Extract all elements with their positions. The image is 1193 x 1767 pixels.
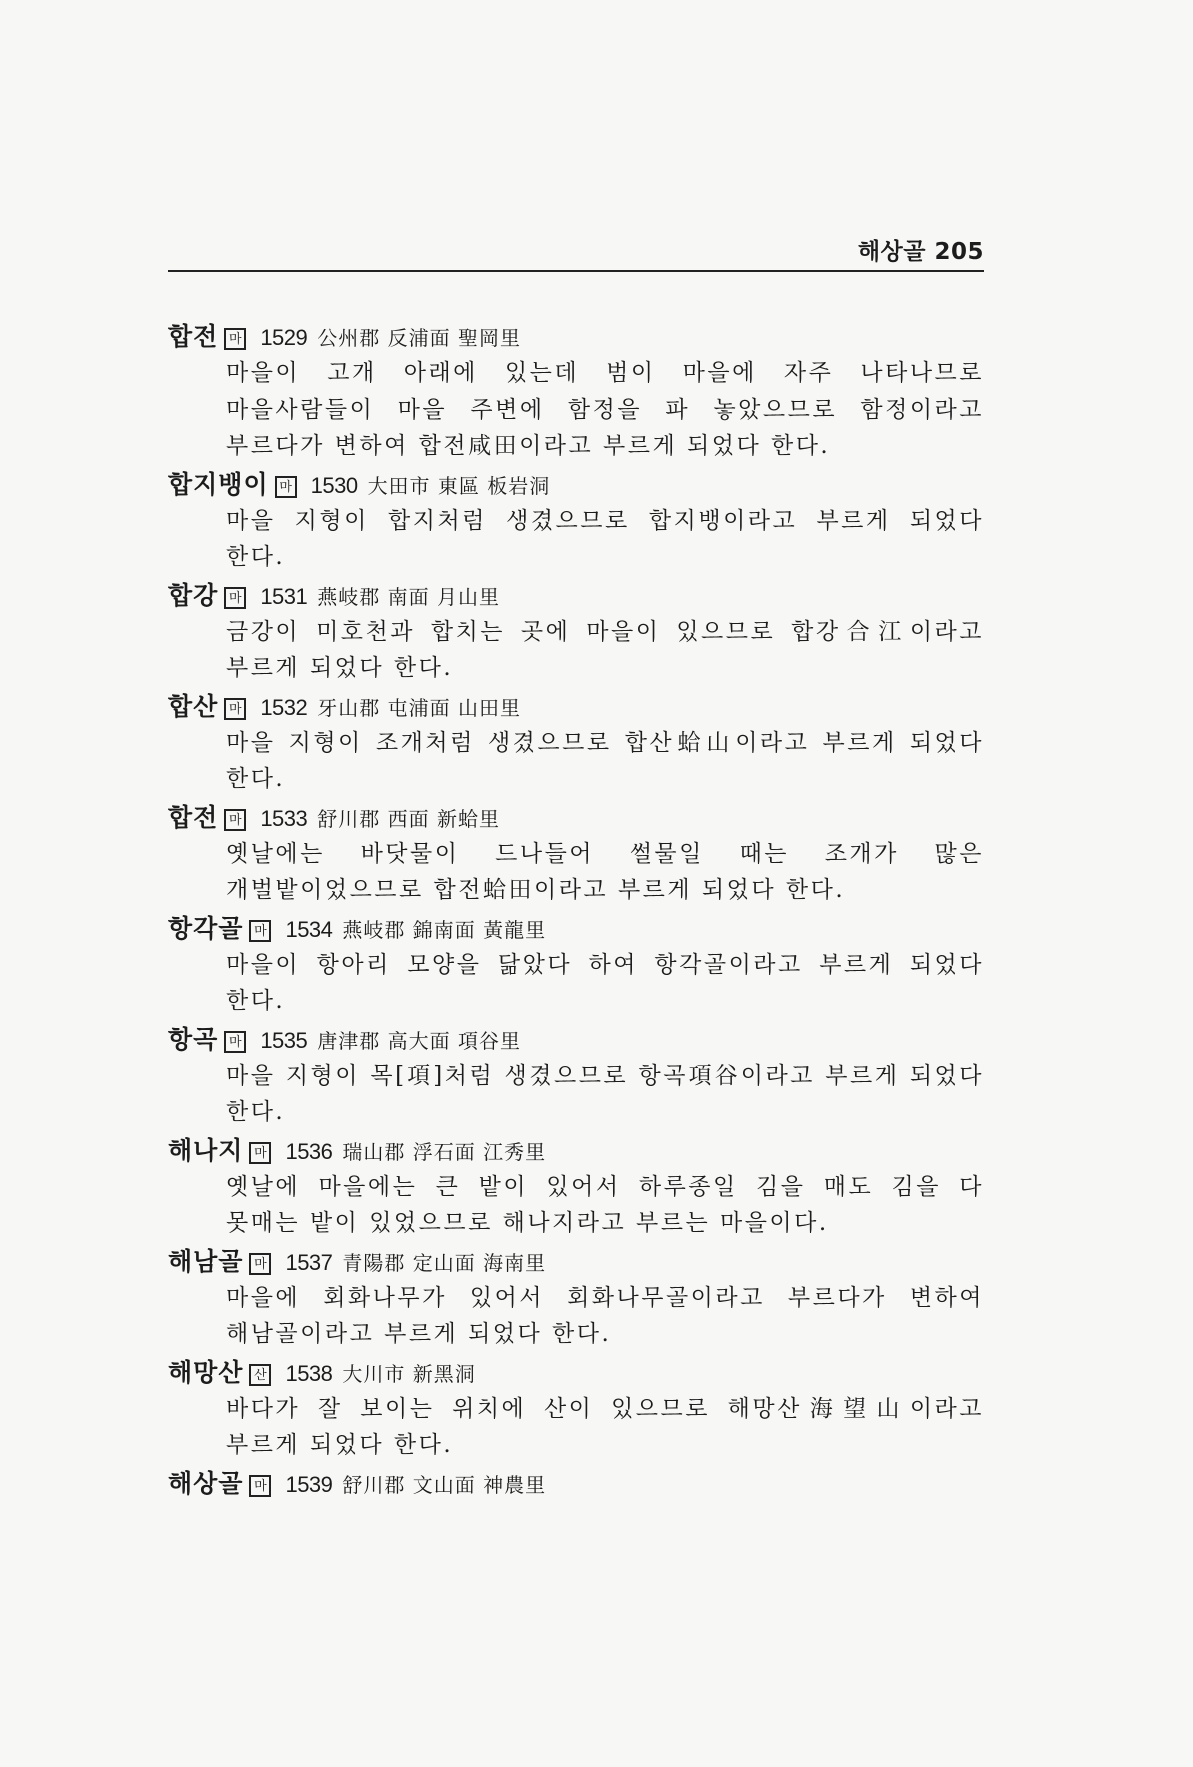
entry-location: 燕岐郡 錦南面 黃龍里 xyxy=(342,917,547,942)
entry-text: 마을 지형이 목[項]처럼 생겼으므로 항곡項谷이라고 부르게 되었다 한다. xyxy=(226,1062,984,1125)
entry-location: 大田市 東區 板岩洞 xyxy=(367,473,551,498)
entry-location: 牙山郡 屯浦面 山田里 xyxy=(317,695,521,720)
entry-number: 1539 xyxy=(285,1471,333,1497)
entry-number: 1535 xyxy=(260,1027,308,1053)
entry xyxy=(168,1243,984,1353)
entry xyxy=(168,1354,984,1464)
entry-number: 1531 xyxy=(260,583,308,609)
entry-location: 唐津郡 高大面 項谷里 xyxy=(317,1028,521,1053)
category-tag: 마 xyxy=(249,1142,271,1164)
entry-head xyxy=(168,1132,984,1169)
entry-text: 마을 지형이 합지처럼 생겼으므로 합지뱅이라고 부르게 되었다 한다. xyxy=(226,507,984,570)
entry-head xyxy=(168,1021,984,1058)
entry-location: 燕岐郡 南面 月山里 xyxy=(317,584,500,609)
headword: 합전 xyxy=(168,322,219,351)
entry-head xyxy=(168,1465,984,1502)
category-tag: 마 xyxy=(224,328,246,350)
page-number: 205 xyxy=(934,239,984,265)
category-tag: 마 xyxy=(224,698,246,720)
entry-location: 青陽郡 定山面 海南里 xyxy=(342,1250,547,1275)
entry-location: 大川市 新黑洞 xyxy=(342,1361,476,1386)
entry-head xyxy=(168,688,984,725)
headword: 합강 xyxy=(168,580,219,610)
entry xyxy=(168,577,984,687)
entry-head xyxy=(168,466,984,503)
entry-location: 瑞山郡 浮石面 江秀里 xyxy=(342,1139,547,1164)
entry-text: 바다가 잘 보이는 위치에 산이 있으므로 해망산海望山이라고 부르게 되었다 한다. xyxy=(226,1395,984,1458)
category-tag: 마 xyxy=(249,1253,271,1275)
entry xyxy=(168,799,984,909)
headword: 해남골 xyxy=(168,1246,244,1276)
category-tag: 산 xyxy=(249,1364,271,1386)
entry-text: 옛날에 마을에는 큰 밭이 있어서 하루종일 김을 매도 김을 다 못매는 밭이 있었으므로 해나지라고 부르는 마을이다. xyxy=(226,1173,984,1236)
category-tag: 마 xyxy=(249,920,271,942)
entry-location: 舒川郡 西面 新蛤里 xyxy=(317,806,500,831)
entry xyxy=(168,466,984,576)
entry-text: 마을이 항아리 모양을 닮았다 하여 항각골이라고 부르게 되었다 한다. xyxy=(226,951,984,1014)
headword: 항각골 xyxy=(168,913,244,943)
entry-text: 금강이 미호천과 합치는 곳에 마을이 있으므로 합강合江이라고 부르게 되었다 한다. xyxy=(226,618,984,681)
entry xyxy=(168,1465,984,1502)
entry-number: 1537 xyxy=(285,1249,333,1275)
entry-head xyxy=(168,318,984,355)
entry-text: 마을 지형이 조개처럼 생겼으므로 합산蛤山이라고 부르게 되었다 한다. xyxy=(226,729,984,792)
entry xyxy=(168,910,984,1020)
entry xyxy=(168,1021,984,1131)
headword: 해상골 xyxy=(168,1468,244,1498)
entry-list xyxy=(168,318,984,1503)
running-title: 해상골 xyxy=(857,239,926,265)
running-header xyxy=(168,233,984,266)
entry-number: 1534 xyxy=(285,916,333,942)
category-tag: 마 xyxy=(249,1475,271,1497)
entry-head xyxy=(168,1354,984,1391)
entry-location: 舒川郡 文山面 神農里 xyxy=(342,1472,547,1497)
entry-location: 公州郡 反浦面 聖岡里 xyxy=(317,326,521,350)
entry-number: 1530 xyxy=(310,472,358,498)
entry xyxy=(168,688,984,798)
entry-text: 옛날에는 바닷물이 드나들어 썰물일 때는 조개가 많은 개벌밭이었으므로 합전蛤田이라고 부르게 되었다 한다. xyxy=(226,840,984,903)
entry-number: 1538 xyxy=(285,1360,333,1386)
entry-text: 마을이 고개 아래에 있는데 범이 마을에 자주 나타나므로 마을사람들이 마을 주변에 함정을 파 놓았으므로 함정이라고 부르다가 변하여 합전咸田이라고 부르게 되었다 한다. xyxy=(226,360,984,459)
entry-head xyxy=(168,577,984,614)
headword: 합전 xyxy=(168,802,219,832)
headword: 합산 xyxy=(168,691,219,721)
entry-text: 마을에 회화나무가 있어서 회화나무골이라고 부르다가 변하여 해남골이라고 부르게 되었다 한다. xyxy=(226,1284,984,1347)
entry-number: 1536 xyxy=(285,1138,333,1164)
entry-head xyxy=(168,799,984,836)
entry-head xyxy=(168,1243,984,1280)
entry-number: 1533 xyxy=(260,805,308,831)
entry xyxy=(168,318,984,465)
headword: 합지뱅이 xyxy=(168,469,269,499)
category-tag: 마 xyxy=(224,1031,246,1053)
entry-number: 1532 xyxy=(260,694,308,720)
entry xyxy=(168,1132,984,1242)
category-tag: 마 xyxy=(224,809,246,831)
headword: 해망산 xyxy=(168,1357,244,1387)
category-tag: 마 xyxy=(275,476,297,498)
headword: 해나지 xyxy=(168,1135,244,1165)
headword: 항곡 xyxy=(168,1024,219,1054)
entry-number: 1529 xyxy=(260,325,308,350)
header-rule xyxy=(168,270,984,272)
entry-head xyxy=(168,910,984,947)
category-tag: 마 xyxy=(224,587,246,609)
